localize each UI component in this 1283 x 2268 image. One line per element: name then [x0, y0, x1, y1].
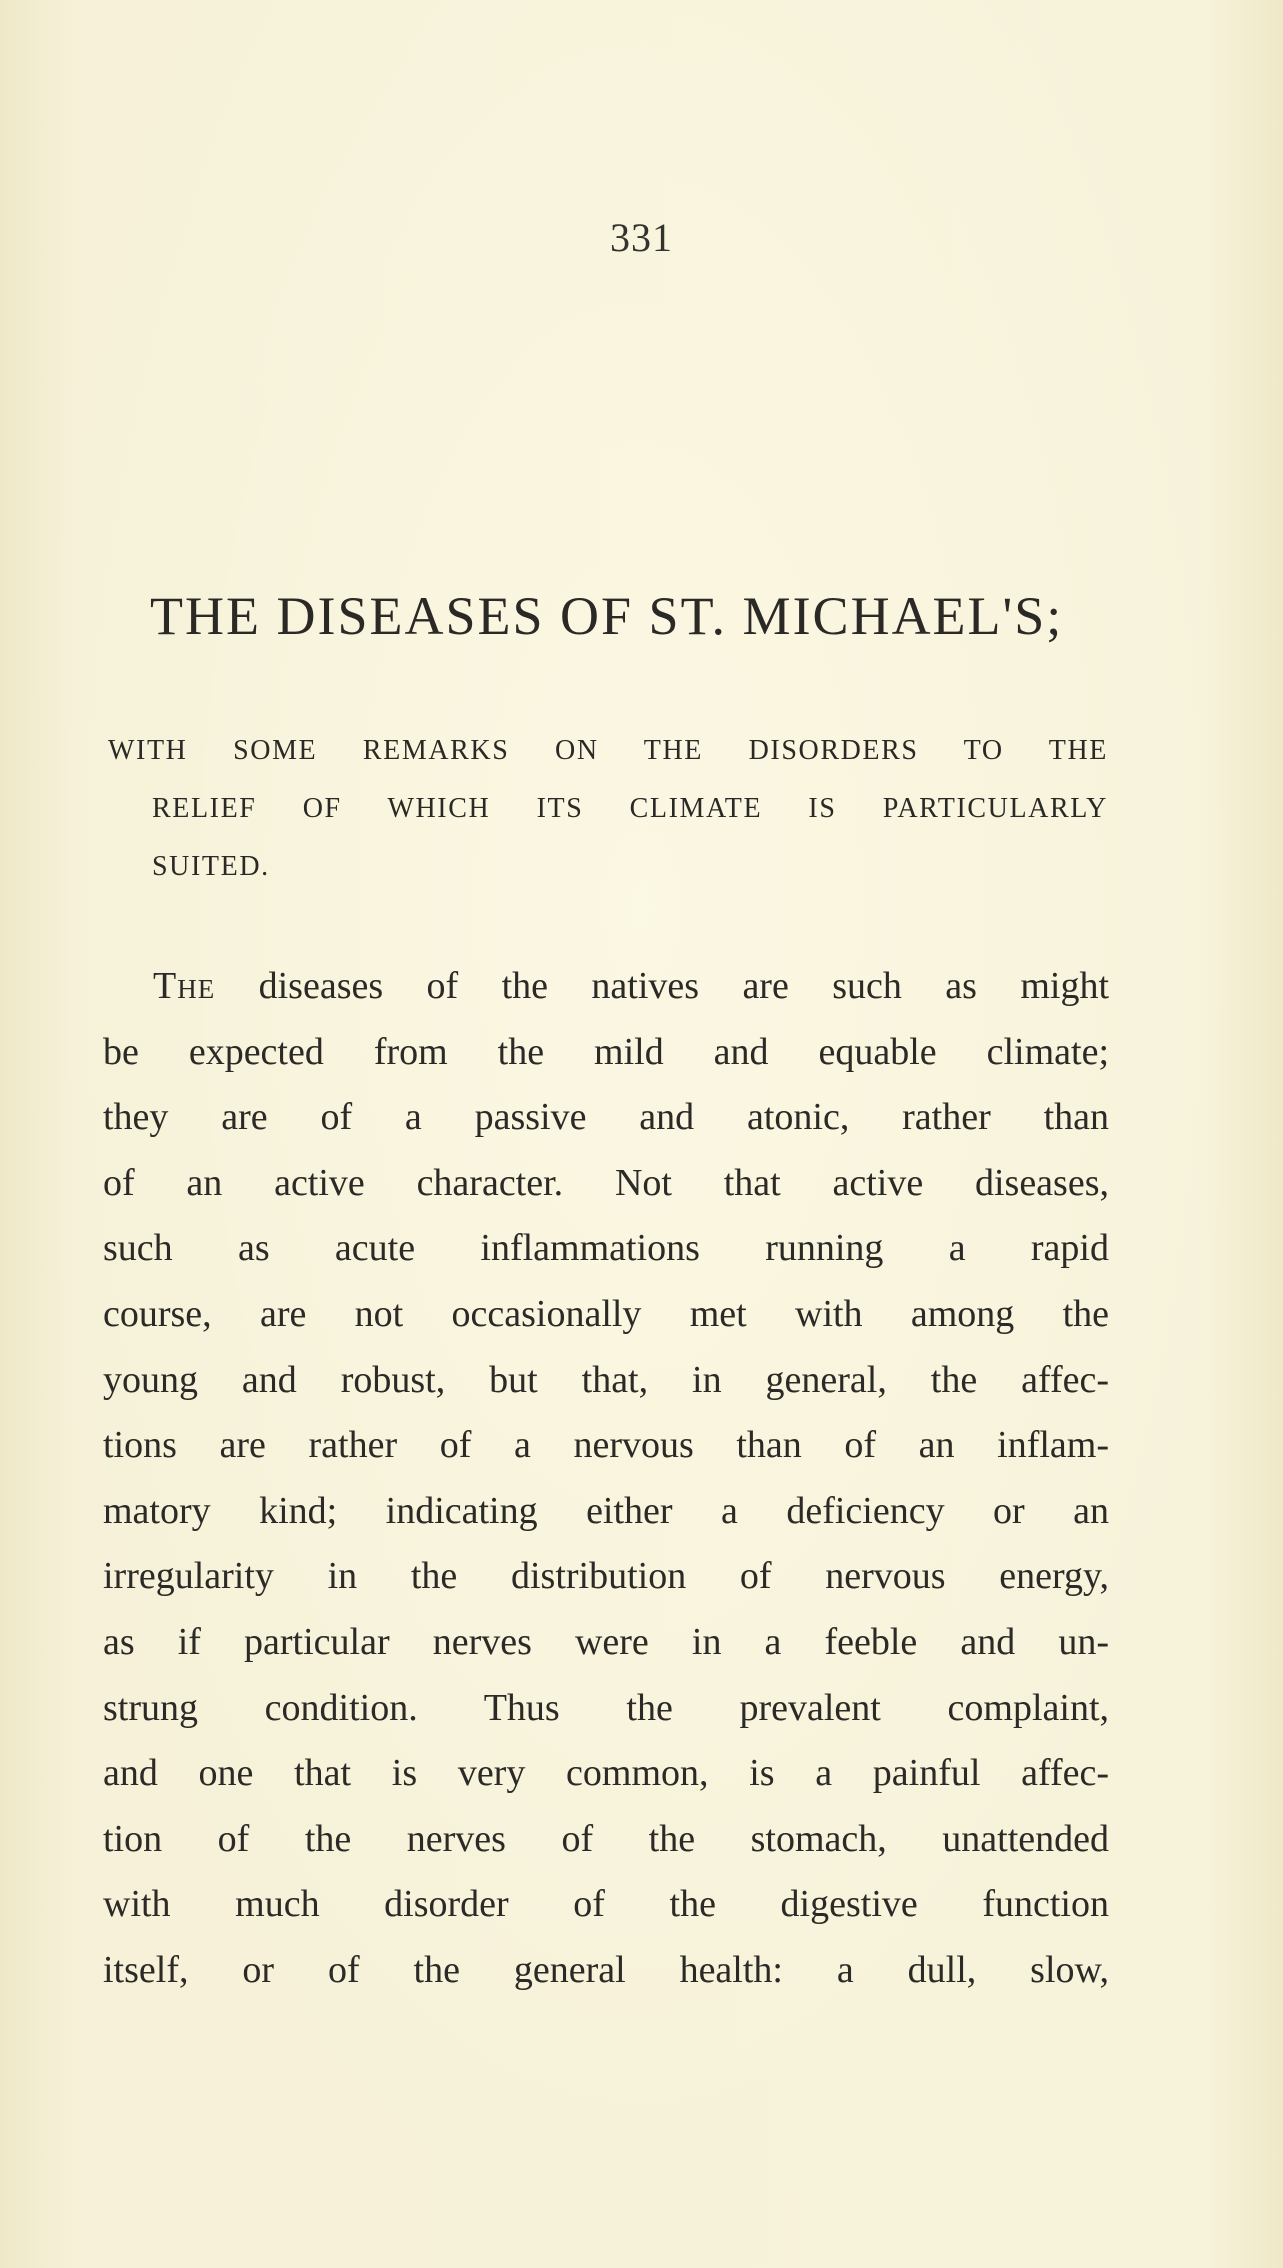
paragraph-line: tions are rather of a nervous than of an inflam-	[103, 1424, 1109, 1467]
lead-word: The	[153, 965, 216, 1007]
subtitle-line	[108, 780, 1108, 838]
paragraph-line: tion of the nerves of the stomach, unattended	[103, 1817, 1109, 1860]
paragraph-line: they are of a passive and atonic, rather than	[103, 1096, 1109, 1139]
subtitle-line: WITH SOME REMARKS ON THE DISORDERS TO THE	[108, 735, 1108, 766]
chapter-title: THE DISEASES OF ST. MICHAEL'S;	[150, 586, 1064, 646]
paragraph-line: itself, or of the general health: a dull, slow,	[103, 1948, 1109, 1991]
body-paragraph	[103, 954, 1109, 2004]
paragraph-line: be expected from the mild and equable climate;	[103, 1030, 1109, 1073]
paragraph-line: and one that is very common, is a painful affec-	[103, 1752, 1109, 1795]
paragraph-line: such as acute inflammations running a rapid	[103, 1227, 1109, 1270]
subtitle-line: SUITED.	[152, 851, 270, 882]
paragraph-line: matory kind; indicating either a deficiency or an	[103, 1489, 1109, 1532]
paragraph-line: course, are not occasionally met with among the	[103, 1292, 1109, 1335]
paragraph-line: irregularity in the distribution of nervous energy,	[103, 1555, 1109, 1598]
chapter-subtitle	[108, 722, 1108, 896]
paragraph-line	[103, 954, 1109, 1020]
paragraph-line: young and robust, but that, in general, the affec-	[103, 1358, 1109, 1401]
paragraph-line: of an active character. Not that active diseases,	[103, 1161, 1109, 1204]
paragraph-line: with much disorder of the digestive function	[103, 1883, 1109, 1926]
page-number: 331	[610, 215, 673, 260]
paragraph-line: strung condition. Thus the prevalent complaint,	[103, 1686, 1109, 1729]
paragraph-line: as if particular nerves were in a feeble and un-	[103, 1620, 1109, 1663]
paragraph-line-text: diseases of the natives are such as might	[258, 965, 1110, 1007]
subtitle-line-text: RELIEF OF WHICH ITS CLIMATE IS PARTICULARLY	[152, 793, 1108, 824]
